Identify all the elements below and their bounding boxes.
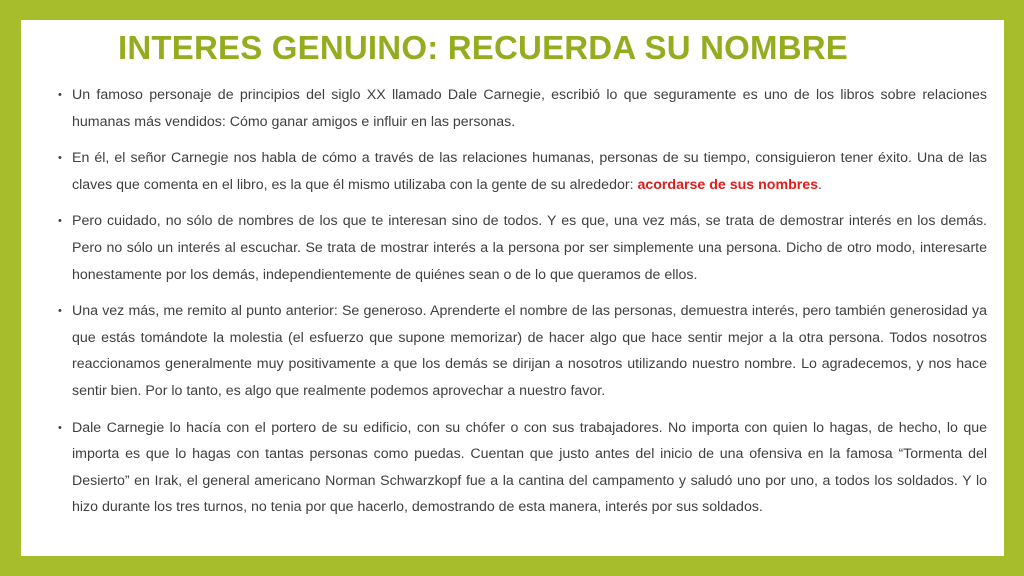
- bullet-text: En él, el señor Carnegie nos habla de cómo a través de las relaciones humanas, personas de su tiempo, consiguieron tener éxito. Una de las claves que comenta en el libro, es la que él mismo utilizaba con la gente de su alrededor:: [72, 150, 987, 193]
- bullet-icon: •: [58, 421, 62, 434]
- slide-title: INTERES GENUINO: RECUERDA SU NOMBRE: [118, 29, 848, 66]
- bullet-icon: •: [58, 215, 62, 228]
- bullet-text: Una vez más, me remito al punto anterior: Se generoso. Aprenderte el nombre de las personas, demuestra interés, pero también generosidad ya que estás tomándote la molestia (el esfuerzo que supone memorizar) de hacer algo que hace sentir mejor a la otra persona. Todos nosotros reaccionamos generalmente muy positivamente a que los demás se dirijan a nosotros utilizando nuestro nombre. Lo agradecemos, y nos hace sentir bien. Por lo tanto, es algo que realmente podemos aprovechar a nuestro favor.: [72, 303, 987, 399]
- bullet-item: [58, 298, 987, 404]
- bullet-icon: •: [58, 152, 62, 165]
- bullet-item: [58, 415, 987, 521]
- bullet-item: [58, 208, 987, 288]
- bullet-text: Pero cuidado, no sólo de nombres de los que te interesan sino de todos. Y es que, una vez más, se trata de demostrar interés en los demás. Pero no sólo un interés al escuchar. Se trata de mostrar interés a la persona por ser simplemente una persona. Dicho de otro modo, interesarte honestamente por los demás, independientemente de quiénes sean o de lo que queramos de ellos.: [72, 213, 987, 283]
- bullet-icon: •: [58, 305, 62, 318]
- bullet-item: [58, 145, 987, 198]
- bullet-text-end: .: [818, 176, 822, 193]
- highlighted-phrase: acordarse de sus nombres: [637, 176, 819, 193]
- bullet-item: [58, 82, 987, 135]
- bullet-text: Un famoso personaje de principios del siglo XX llamado Dale Carnegie, escribió lo que seguramente es uno de los libros sobre relaciones humanas más vendidos: Cómo ganar amigos e influir en las personas.: [72, 87, 987, 130]
- bullet-icon: •: [58, 89, 62, 101]
- bullet-list: [58, 82, 987, 531]
- bullet-text: Dale Carnegie lo hacía con el portero de su edificio, con su chófer o con sus trabajadores. No importa con quien lo hagas, de hecho, lo que importa es que lo hagas con tantas personas como puedas. Cuentan que justo antes del inicio de una ofensiva en la famosa “Tormenta del Desierto” en Irak, el general americano Norman Schwarzkopf fue a la cantina del campamento y saludó uno por uno, a todos los soldados. Y lo hizo durante los tres turnos, no tenia por que hacerlo, demostrando de esta manera, interés por sus soldados.: [72, 419, 987, 516]
- slide: [21, 20, 1004, 556]
